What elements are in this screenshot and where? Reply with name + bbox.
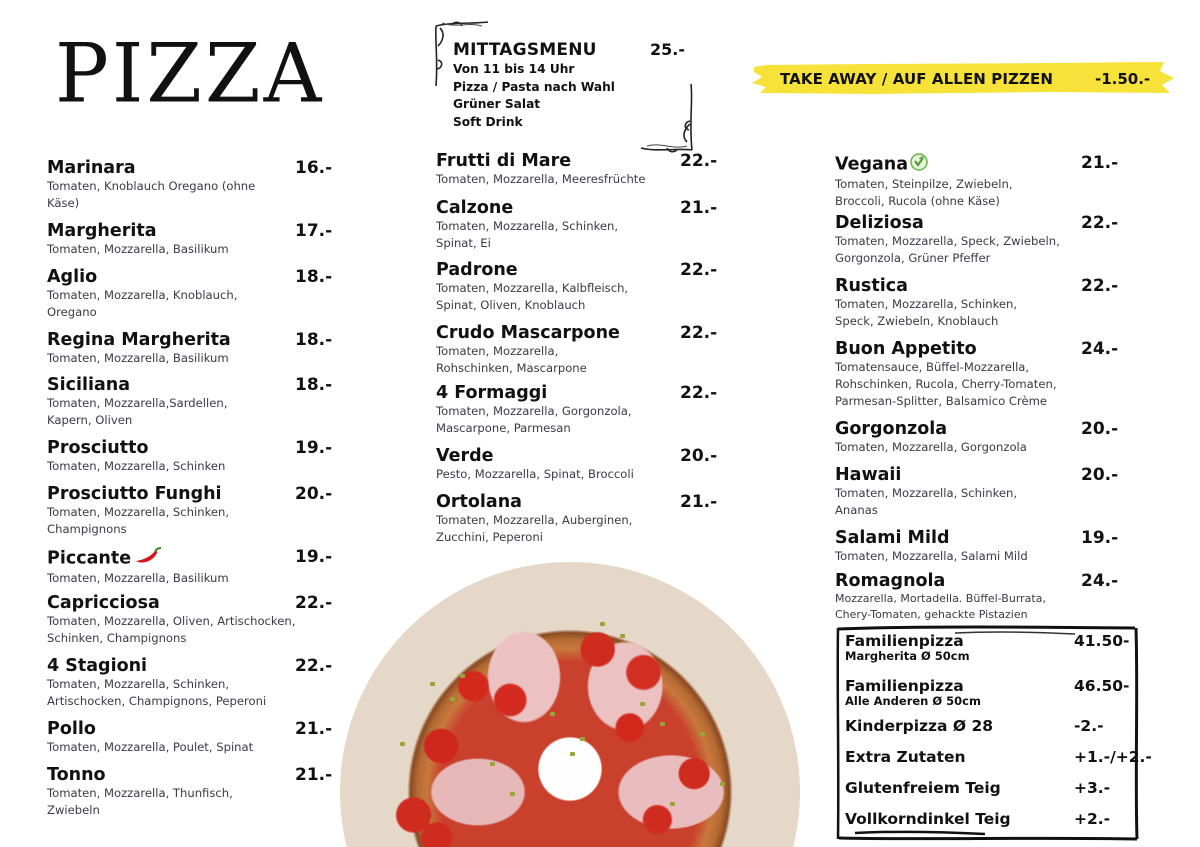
item-price: 20.-: [680, 446, 718, 466]
item-price: 18.-: [295, 330, 333, 350]
item-name: Romagnola: [835, 571, 946, 591]
extras-name: Extra Zutaten: [845, 748, 966, 766]
menu-item: [436, 323, 726, 377]
menu-item: [47, 593, 337, 647]
item-description: Tomaten, Mozzarella, Salami Mild: [835, 549, 1028, 563]
pizza-photo: [340, 562, 800, 847]
extras-name: Vollkorndinkel Teig: [845, 810, 1011, 828]
item-name: Salami Mild: [835, 528, 950, 548]
item-name: 4 Stagioni: [47, 656, 148, 676]
item-price: 20.-: [1081, 465, 1119, 485]
item-name: Prosciutto: [47, 438, 149, 458]
item-price: 22.-: [680, 151, 718, 171]
extras-row: [845, 779, 1135, 797]
item-name: 4 Formaggi: [436, 383, 548, 403]
extras-price: -2.-: [1074, 717, 1104, 735]
item-price: 20.-: [295, 484, 333, 504]
menu-item: [835, 419, 1125, 456]
menu-item: [47, 158, 337, 212]
lunch-menu-title: MITTAGSMENU: [453, 40, 597, 60]
takeaway-banner: [752, 61, 1176, 95]
item-description: Tomaten, Mozzarella, Schinken, Ananas: [835, 486, 1018, 517]
item-description: Tomatensauce, Büffel-Mozzarella, Rohschinken, Rucola, Cherry-Tomaten, Parmesan-Splitter, Balsamico Crème: [835, 360, 1057, 408]
item-description: Tomaten, Mozzarella,Sardellen, Kapern, Oliven: [47, 396, 228, 427]
extras-price: +1.-/+2.-: [1074, 748, 1152, 766]
item-price: 21.-: [1081, 153, 1119, 173]
item-price: 21.-: [295, 765, 333, 785]
item-name-text: Piccante: [47, 548, 132, 569]
menu-item: [835, 571, 1125, 623]
menu-item: [436, 492, 726, 546]
item-description: Tomaten, Mozzarella, Gorgonzola, Mascarpone, Parmesan: [436, 404, 632, 435]
takeaway-discount: -1.50.-: [1095, 70, 1151, 88]
item-description: Tomaten, Steinpilze, Zwiebeln, Broccoli, Rucola (ohne Käse): [835, 177, 1013, 208]
item-description: Tomaten, Mozzarella, Oliven, Artischocken, Schinken, Champignons: [47, 614, 296, 645]
item-description: Tomaten, Mozzarella, Thunfisch, Zwiebeln: [47, 786, 233, 817]
extras-name: Familienpizza: [845, 677, 964, 695]
vegan-leaf-icon: [910, 153, 928, 176]
item-description: Pesto, Mozzarella, Spinat, Broccoli: [436, 467, 634, 481]
item-description: Tomaten, Mozzarella, Schinken, Speck, Zwiebeln, Knoblauch: [835, 297, 1018, 328]
extras-row: [845, 632, 1135, 662]
item-description: Tomaten, Mozzarella, Knoblauch, Oregano: [47, 288, 238, 319]
item-price: 22.-: [1081, 213, 1119, 233]
extras-price: 41.50-: [1074, 632, 1130, 650]
item-price: 19.-: [295, 438, 333, 458]
item-description: Tomaten, Mozzarella, Schinken, Champignons: [47, 505, 230, 536]
item-price: 17.-: [295, 221, 333, 241]
menu-item: [835, 153, 1125, 210]
item-description: Tomaten, Knoblauch Oregano (ohne Käse): [47, 179, 256, 210]
item-name: Siciliana: [47, 375, 131, 395]
menu-item: [47, 375, 337, 429]
item-name: Frutti di Mare: [436, 151, 572, 171]
item-name: Margherita: [47, 221, 157, 241]
chili-pepper-icon: [133, 547, 163, 570]
lunch-menu-line: Von 11 bis 14 Uhr: [453, 62, 575, 76]
extras-name: Familienpizza: [845, 632, 964, 650]
menu-item: [835, 465, 1125, 519]
item-name: Hawaii: [835, 465, 902, 485]
item-name: Prosciutto Funghi: [47, 484, 222, 504]
item-description: Tomaten, Mozzarella, Schinken: [47, 459, 226, 473]
item-name: Ortolana: [436, 492, 522, 512]
item-price: 22.-: [680, 383, 718, 403]
item-name: Rustica: [835, 276, 908, 296]
item-name: Pollo: [47, 719, 96, 739]
item-description: Tomaten, Mozzarella, Kalbfleisch, Spinat, Oliven, Knoblauch: [436, 281, 629, 312]
item-description: Tomaten, Mozzarella, Rohschinken, Mascarpone: [436, 344, 587, 375]
item-name: [47, 547, 337, 570]
item-description: Tomaten, Mozzarella, Meeresfrüchte: [436, 172, 646, 186]
menu-item: [436, 198, 726, 252]
menu-item: [436, 260, 726, 314]
item-name: Deliziosa: [835, 213, 924, 233]
item-price: 24.-: [1081, 571, 1119, 591]
item-name: Capricciosa: [47, 593, 160, 613]
lunch-menu-details: [453, 61, 615, 131]
item-description: Tomaten, Mozzarella, Basilikum: [47, 242, 229, 256]
item-name: Crudo Mascarpone: [436, 323, 620, 343]
item-name-text: Vegana: [835, 154, 909, 175]
menu-item: [47, 547, 337, 587]
item-name: Marinara: [47, 158, 136, 178]
item-price: 16.-: [295, 158, 333, 178]
item-price: 21.-: [680, 492, 718, 512]
menu-item: [47, 221, 337, 258]
item-price: 20.-: [1081, 419, 1119, 439]
item-description: Tomaten, Mozzarella, Schinken, Spinat, Ei: [436, 219, 619, 250]
extras-price: +3.-: [1074, 779, 1111, 797]
item-name: Verde: [436, 446, 494, 466]
item-name: Padrone: [436, 260, 518, 280]
item-price: 22.-: [680, 323, 718, 343]
item-description: Tomaten, Mozzarella, Auberginen, Zucchini, Peperoni: [436, 513, 633, 544]
item-price: 24.-: [1081, 339, 1119, 359]
extras-subtitle: Alle Anderen Ø 50cm: [845, 694, 981, 708]
menu-item: [47, 267, 337, 321]
item-price: 18.-: [295, 375, 333, 395]
page-title: PIZZA: [55, 26, 325, 121]
extras-price: 46.50-: [1074, 677, 1130, 695]
item-price: 22.-: [295, 593, 333, 613]
menu-item: [47, 438, 337, 475]
menu-item: [436, 383, 726, 437]
ornament-corner-icon: [637, 80, 697, 155]
item-description: Tomaten, Mozzarella, Basilikum: [47, 351, 229, 365]
item-price: 22.-: [680, 260, 718, 280]
menu-item: [835, 213, 1125, 267]
menu-item: [47, 719, 337, 756]
item-description: Tomaten, Mozzarella, Speck, Zwiebeln, Gorgonzola, Grüner Pfeffer: [835, 234, 1060, 265]
extras-row: [845, 810, 1135, 828]
lunch-menu-line: Grüner Salat: [453, 97, 541, 111]
menu-item: [436, 151, 726, 188]
item-price: 19.-: [295, 547, 333, 567]
item-price: 22.-: [295, 656, 333, 676]
menu-item: [835, 276, 1125, 330]
menu-item: [835, 339, 1125, 410]
lunch-menu-line: Pizza / Pasta nach Wahl: [453, 79, 615, 94]
item-name: Aglio: [47, 267, 98, 287]
extras-name: Kinderpizza Ø 28: [845, 717, 994, 735]
menu-item: [47, 484, 337, 538]
extras-row: [845, 677, 1135, 707]
extras-price: +2.-: [1074, 810, 1111, 828]
item-name: Tonno: [47, 765, 106, 785]
extras-box: [835, 625, 1152, 843]
lunch-menu-price: 25.-: [650, 40, 685, 59]
lunch-menu: [432, 20, 702, 140]
menu-item: [47, 765, 337, 819]
item-name: Calzone: [436, 198, 514, 218]
extras-row: [845, 748, 1152, 766]
item-description: Tomaten, Mozzarella, Basilikum: [47, 571, 229, 585]
item-price: 21.-: [295, 719, 333, 739]
item-description: Mozzarella, Mortadella. Büffel-Burrata, Chery-Tomaten, gehackte Pistazien: [835, 592, 1046, 621]
item-price: 21.-: [680, 198, 718, 218]
item-price: 22.-: [1081, 276, 1119, 296]
lunch-menu-line: Soft Drink: [453, 114, 523, 129]
takeaway-text: TAKE AWAY / AUF ALLEN PIZZEN: [780, 70, 1054, 88]
item-name: Buon Appetito: [835, 339, 977, 359]
menu-item: [47, 330, 337, 367]
extras-name: Glutenfreiem Teig: [845, 779, 1001, 797]
item-price: 18.-: [295, 267, 333, 287]
extras-subtitle: Margherita Ø 50cm: [845, 649, 970, 663]
item-name: Regina Margherita: [47, 330, 231, 350]
extras-row: [845, 717, 1135, 735]
item-description: Tomaten, Mozzarella, Poulet, Spinat: [47, 740, 254, 754]
item-price: 19.-: [1081, 528, 1119, 548]
menu-item: [436, 446, 726, 483]
menu-item: [835, 528, 1125, 565]
item-description: Tomaten, Mozzarella, Gorgonzola: [835, 440, 1027, 454]
menu-item: [47, 656, 337, 710]
item-name: Gorgonzola: [835, 419, 948, 439]
item-description: Tomaten, Mozzarella, Schinken, Artischocken, Champignons, Peperoni: [47, 677, 267, 708]
